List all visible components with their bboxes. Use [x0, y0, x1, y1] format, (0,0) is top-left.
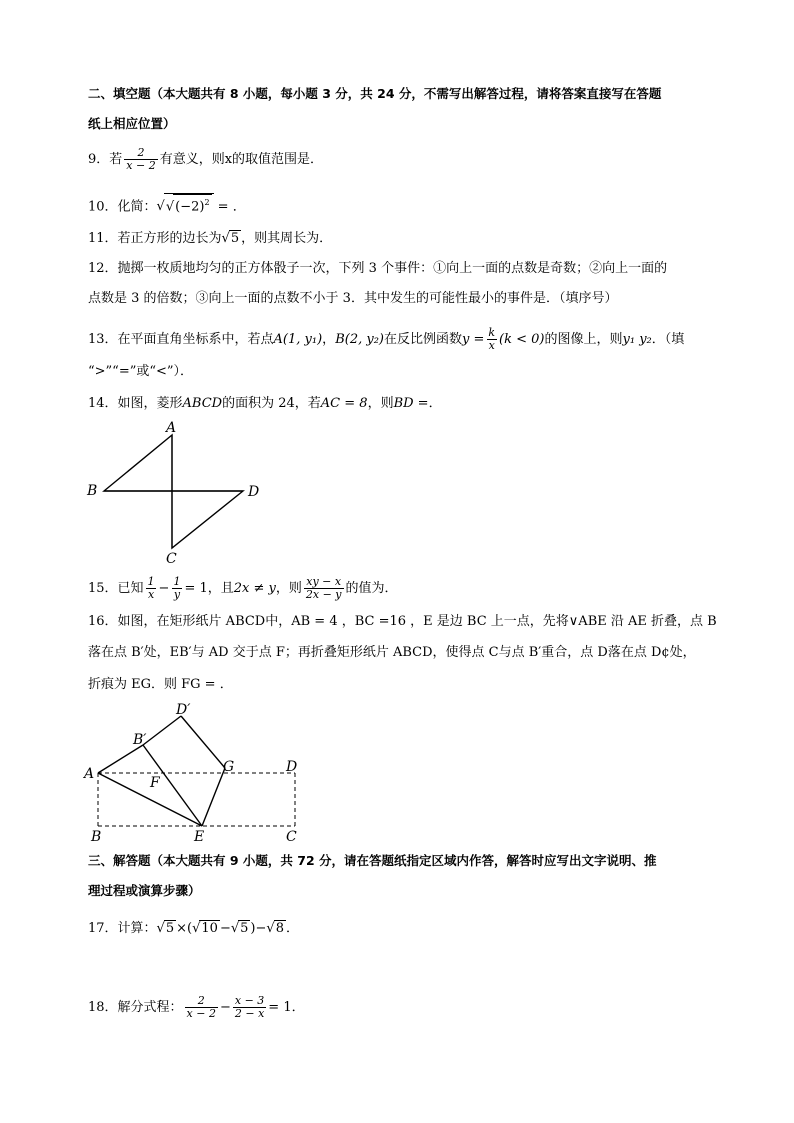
q17-end: ． [285, 921, 299, 936]
q11-radicand: 5 [230, 231, 240, 246]
q13-part1: 13．在平面直角坐标系中，若点 [88, 332, 274, 347]
q14-ask: BD = [393, 396, 429, 411]
q18-minus: − [219, 1000, 231, 1015]
q15-f1-num: 1 [147, 575, 155, 588]
fig16-label-A: A [84, 766, 95, 782]
q11-prefix: 11．若正方形的边长为 [88, 231, 222, 246]
q18-suffix: = 1． [268, 1000, 305, 1015]
q9-num: 2 [137, 146, 145, 159]
folded-rectangle-figure [80, 698, 320, 846]
question-13-line2: “>”“=”或“<”）． [88, 364, 194, 379]
q14-name: ABCD [182, 396, 223, 411]
q13-pointB: B(2, y₂) [335, 332, 384, 347]
question-16-line1: 16．如图，在矩形纸片 ABCD中，AB = 4 ，BC =16 ，E 是边 BC 上一点，先将∨ABE 沿 AE 折叠，点 B [88, 614, 717, 629]
section2-title: 二、填空题（本大题共有 8 小题，每小题 3 分，共 24 分，不需写出解答过程，请将答案直接写在答题 [88, 86, 662, 101]
question-15 [88, 576, 398, 601]
section3-title: 三、解答题（本大题共有 9 小题，共 72 分，请在答题纸指定区域内作答，解答时应写出文字说明、推 [88, 853, 657, 868]
q10-exp: 2 [204, 198, 210, 207]
question-12-line1: 12．抛掷一枚质地均匀的正方体骰子一次，下列 3 个事件：①向上一面的点数是奇数；②向上一面的 [88, 261, 668, 276]
q13-pointA: A(1, y₁) [273, 332, 323, 347]
q17-r2: 10 [201, 921, 218, 936]
fig16-label-E: E [194, 829, 205, 845]
q18-f1-den: x − 2 [186, 1007, 216, 1020]
fig16-label-D-prime: D′ [176, 702, 191, 718]
label-D: D [248, 484, 260, 500]
fig16-label-B-prime: B′ [133, 732, 147, 748]
q13-part3: 的图像上，则 [544, 332, 623, 347]
q18-frac2 [233, 995, 266, 1020]
q9-den: x − 2 [126, 159, 156, 172]
segment-AB-prime [98, 745, 143, 773]
section3-title-cont: 理过程或演算步骤） [88, 883, 201, 898]
q17-prefix: 17．计算： [88, 921, 157, 936]
q15-eq: = 1，且 [184, 581, 234, 596]
q15-frac3 [304, 576, 344, 601]
q18-frac1 [185, 995, 218, 1020]
q18-prefix: 18．解分式程： [88, 1000, 183, 1015]
q13-part4: ．（填 [651, 332, 685, 347]
q11-sqrt: √5 [221, 231, 240, 246]
question-16-line2: 落在点 B′处，EB′与 AD 交于点 F；再折叠矩形纸片 ABCD，使得点 C与点 B′重合，点 D落在点 D¢处， [88, 645, 696, 660]
q13-sep: ， [322, 332, 336, 347]
q15-cond: 2x ≠ y [233, 581, 276, 596]
q13-func-den: x [488, 339, 495, 352]
question-14 [88, 396, 442, 412]
q17-expression: √5 ×(√10 −√5 )−√8 [156, 921, 284, 936]
q14-text2: 的面积为 24，若 [222, 396, 321, 411]
label-B: B [87, 483, 98, 499]
rhombus-figure [80, 418, 270, 568]
fig16-label-F: F [150, 775, 160, 791]
question-16-line3: 折痕为 EG．则 FG = ． [88, 677, 233, 692]
q17-r3: 5 [240, 921, 249, 936]
q13-func-lhs: y = [462, 332, 485, 347]
q9-fraction [124, 147, 157, 172]
q17-minus: − [219, 921, 231, 936]
q13-part2: 在反比例函数 [383, 332, 462, 347]
fig16-label-G: G [223, 759, 235, 775]
q15-frac1 [146, 576, 157, 601]
q13-func-fraction [486, 327, 497, 352]
fig16-label-B: B [91, 829, 102, 845]
q17-r1: 5 [165, 921, 175, 936]
question-10 [88, 193, 246, 215]
q17-r4: 8 [275, 921, 284, 936]
q15-f1-den: x [147, 588, 155, 601]
label-A: A [166, 420, 177, 436]
question-13 [88, 327, 684, 352]
section2-title-cont: 纸上相应位置） [88, 116, 176, 131]
q14-text: 14．如图，菱形 [88, 396, 183, 411]
q18-f1-num: 2 [197, 994, 205, 1007]
question-11 [88, 230, 332, 247]
q15-suffix: 的值为． [345, 581, 398, 596]
q11-suffix: ，则其周长为． [241, 231, 333, 246]
q17-times: × [176, 921, 188, 936]
q10-expr: (−2) [175, 199, 205, 215]
q14-cond: AC = 8 [320, 396, 368, 411]
q10-expression: $√√(-2)^2$ [157, 199, 214, 214]
q15-minus: − [158, 581, 170, 596]
question-18 [88, 995, 305, 1020]
question-12-line2: 点数是 3 的倍数；③向上一面的点数不小于 3．其中发生的可能性最小的事件是．（填序号） [88, 291, 618, 306]
q14-text3: ，则 [367, 396, 394, 411]
question-9 [88, 147, 323, 172]
q10-prefix: 10．化简： [88, 199, 157, 215]
label-C: C [166, 551, 177, 567]
q15-f3-den: 2x − y [305, 588, 342, 601]
q15-f2-num: 1 [173, 575, 181, 588]
q13-compare: y₁ y₂ [622, 332, 652, 347]
q15-mid: ，则 [275, 581, 302, 596]
q18-f2-den: 2 − x [234, 1007, 265, 1020]
q9-suffix: 有意义，则x的取值范围是． [159, 152, 324, 167]
q15-f2-den: y [173, 588, 181, 601]
q13-func-num: k [488, 326, 496, 339]
q17-minus2: − [255, 921, 267, 936]
q13-cond: (k < 0) [499, 332, 545, 347]
question-17 [88, 920, 299, 937]
q14-end: ． [428, 396, 442, 411]
fig16-label-C: C [286, 829, 297, 845]
q18-f2-num: x − 3 [234, 994, 265, 1007]
q15-prefix: 15．已知 [88, 581, 144, 596]
q10-suffix: = ． [213, 199, 246, 215]
fig16-label-D: D [286, 759, 298, 775]
segment-B-prime-D-prime [143, 716, 181, 745]
segment-D-prime-G [181, 716, 225, 768]
q9-prefix: 9．若 [88, 152, 123, 167]
fold-EG [202, 768, 225, 826]
q15-frac2 [171, 576, 182, 601]
q15-f3-num: xy − x [306, 575, 342, 588]
